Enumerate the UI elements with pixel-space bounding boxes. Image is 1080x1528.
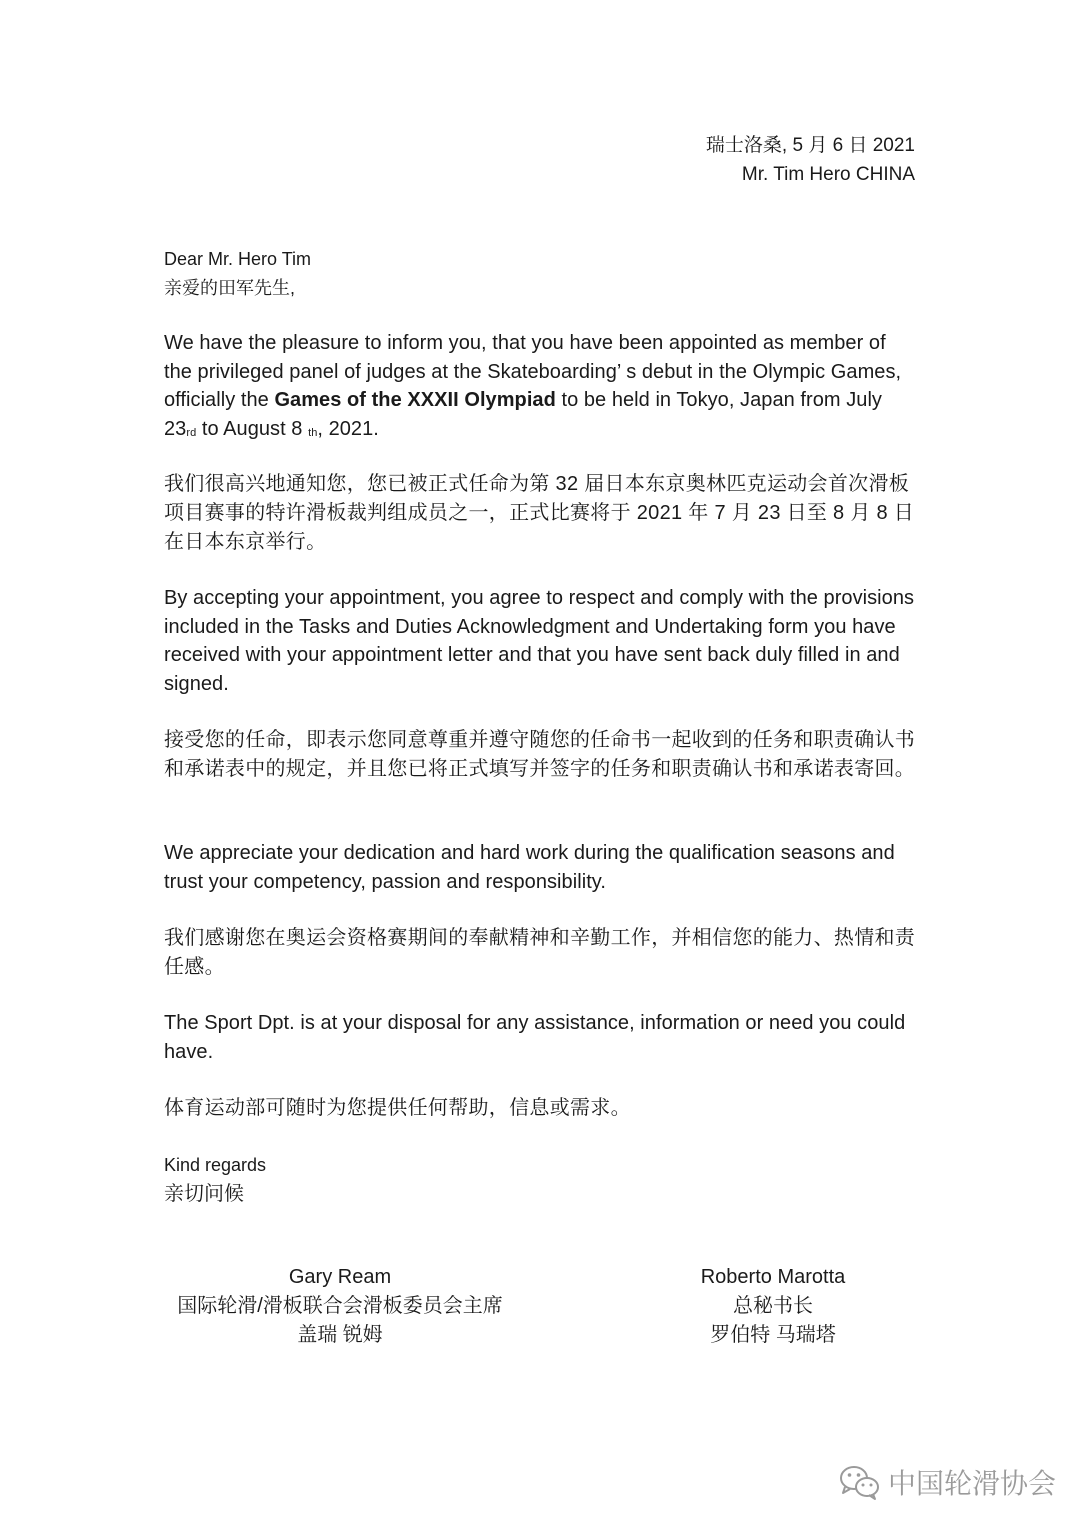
- para1-text-3: to August 8: [196, 417, 309, 440]
- recipient: Mr. Tim Hero CHINA: [741, 164, 915, 185]
- salutation-zh: 亲爱的田军先生,: [164, 278, 296, 298]
- para1-text: We have the pleasure to inform you, that you have been appointed as member of the privileged panel of judges at the Skateboarding’ s debut in the Olympic Games, officially the: [164, 332, 902, 411]
- closing-en: Kind regards: [164, 1155, 267, 1175]
- ordinal-rd: rd: [186, 426, 197, 439]
- signer-name-zh: 罗伯特 马瑞塔: [710, 1324, 836, 1346]
- signer-name-en: Roberto Marotta: [700, 1266, 846, 1288]
- signer-title-zh: 总秘书长: [733, 1295, 813, 1317]
- paragraph-appreciation-en: We appreciate your dedication and hard work during the qualification seasons and trust your competency, passion and responsibility.: [164, 842, 895, 893]
- paragraph-appreciation-zh: 我们感谢您在奥运会资格赛期间的奉献精神和辛勤工作，并相信您的能力、热情和责任感。: [164, 927, 916, 978]
- games-title: Games of the XXXII Olympiad: [274, 389, 556, 411]
- letter-header: [706, 131, 915, 189]
- place-date: 瑞士洛桑, 5 月 6 日 2021: [705, 135, 915, 156]
- para1-text-4: , 2021.: [317, 417, 379, 440]
- paragraph-assistance-zh: 体育运动部可随时为您提供任何帮助，信息或需求。: [164, 1097, 631, 1119]
- signature-right: [660, 1263, 886, 1350]
- para1-text-2: to be held in Tokyo, Japan from July 23: [164, 389, 882, 440]
- salutation: [164, 245, 311, 303]
- paragraph-acceptance-en: By accepting your appointment, you agree to respect and comply with the provisions included in the Tasks and Duties Acknowledgment and Undertaking form you have received with your appointment letter and that you have sent back duly filled in and signed.: [164, 587, 915, 695]
- paragraph-appointment-zh: 我们很高兴地通知您，您已被正式任命为第 32 届日本东京奥林匹克运动会首次滑板项目赛事的特许滑板裁判组成员之一，正式比赛将于 2021 年 7 月 23 日至 8 月 8 日在日本东京举行。: [164, 473, 915, 553]
- watermark: [838, 1460, 1056, 1504]
- closing: [164, 1151, 266, 1209]
- watermark-text: 中国轮滑协会: [888, 1468, 1057, 1499]
- paragraph-assistance-en: The Sport Dpt. is at your disposal for any assistance, information or need you could have.: [164, 1012, 906, 1063]
- ordinal-th: th: [308, 426, 318, 439]
- closing-zh: 亲切问候: [164, 1183, 244, 1205]
- signer-name-en: Gary Ream: [288, 1266, 392, 1288]
- salutation-en: Dear Mr. Hero Tim: [164, 249, 312, 269]
- signer-name-zh: 盖瑞 锐姆: [297, 1324, 383, 1346]
- paragraph-appointment-en: [164, 329, 916, 447]
- paragraph-acceptance-zh: 接受您的任命，即表示您同意尊重并遵守随您的任命书一起收到的任务和职责确认书和承诺表中的规定，并且您已将正式填写并签字的任务和职责确认书和承诺表寄回。: [164, 729, 916, 780]
- signer-title-zh: 国际轮滑/滑板联合会滑板委员会主席: [177, 1295, 503, 1317]
- wechat-icon: [838, 1463, 880, 1501]
- signature-left: [160, 1263, 520, 1350]
